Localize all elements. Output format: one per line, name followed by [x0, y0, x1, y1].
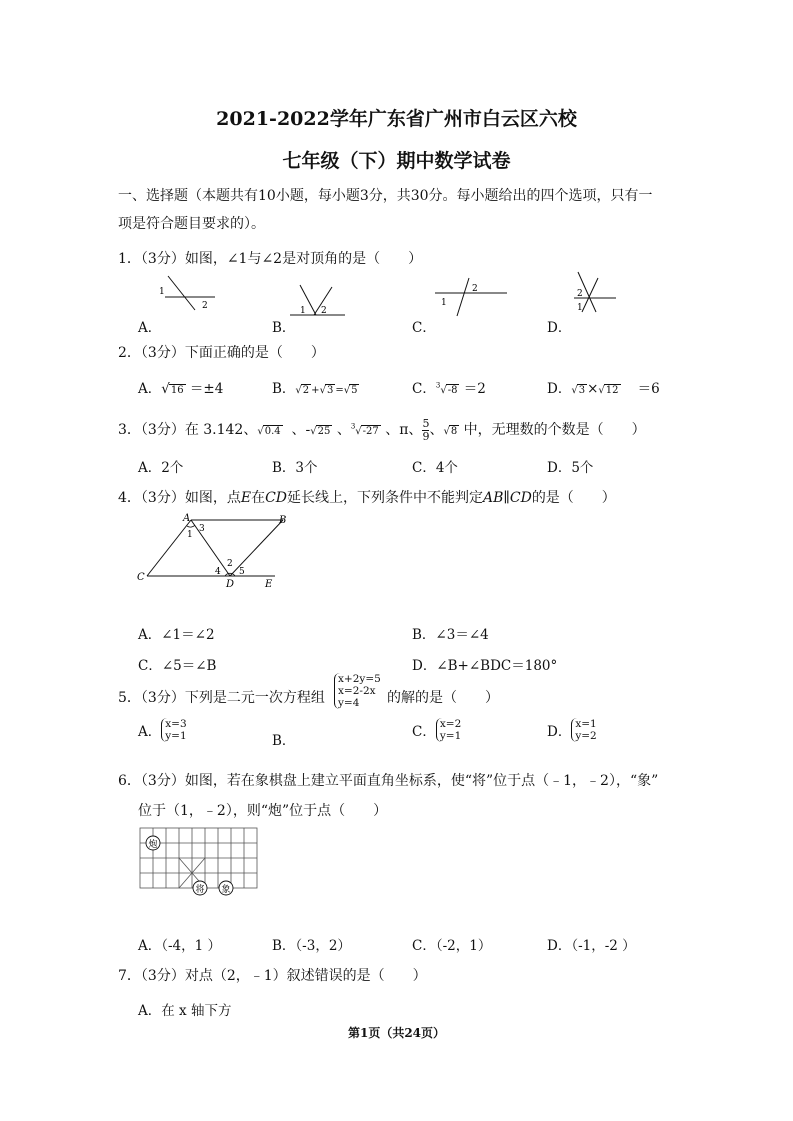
q1-figure-b	[290, 285, 345, 317]
svg-text:象: 象	[221, 885, 231, 895]
q2d-label: D．	[547, 381, 572, 397]
page-footer: 第1页（共24页）	[347, 1026, 446, 1040]
q2b-plus: +	[311, 385, 320, 396]
q3-sep-1: 、-	[291, 422, 311, 439]
q6-piece-jiang	[193, 881, 207, 895]
q7-option-a[interactable]: A．在 x 轴下方	[138, 1003, 232, 1019]
q4-stem-prefix: 4．（3分）如图，点	[118, 490, 241, 506]
q4-angle-3: 3	[199, 524, 205, 534]
q3-rad-3-index: 3	[350, 422, 356, 431]
q2b-rad-3: 5	[351, 385, 358, 396]
q1-stem: 1．（3分）如图，∠1与∠2是对顶角的是（ ）	[118, 251, 423, 267]
q2c-label: C．	[412, 381, 436, 397]
q1-figure-d	[568, 272, 618, 314]
q4-angle-5: 5	[239, 567, 245, 577]
q1c-num-2: 2	[472, 284, 478, 294]
q2a-rest: ＝±4	[189, 381, 224, 397]
q2a-label: A．	[138, 381, 162, 397]
q5-sys-eq-2: x=2-2x	[338, 685, 376, 698]
q3-sep-2: 、	[336, 422, 351, 439]
q5-option-d[interactable]	[547, 718, 597, 742]
q4-label-e: E	[265, 579, 273, 590]
q1d-num-2: 2	[577, 289, 583, 299]
q1a-num-2: 2	[202, 301, 208, 311]
q3-frac-den: 9	[422, 429, 430, 443]
q3-rad-1: 0.4	[264, 426, 281, 438]
q1b-num-2: 2	[321, 306, 327, 316]
q1d-num-1: 1	[577, 303, 583, 313]
q6-stem-line-1: 6．（3分）如图，若在象棋盘上建立平面直角坐标系，使“将”位于点（﹣1，﹣2），“象”	[118, 773, 659, 789]
q5d-system: x=1 y=2	[571, 718, 596, 742]
q2b-label: B．	[272, 381, 296, 397]
q1-option-c[interactable]: C．	[412, 320, 436, 336]
q4-option-a[interactable]: A．∠1＝∠2	[138, 627, 215, 643]
section-intro-line-2: 项是符合题目要求的）。	[118, 216, 265, 232]
q3-rad-4: 8	[450, 426, 458, 438]
q5a-label: A．	[138, 724, 162, 741]
q4-stem-mid-1: 在	[251, 490, 266, 506]
q5-sys-eq-3: y=4	[338, 697, 360, 710]
q3-option-d[interactable]: D．5个	[547, 460, 594, 476]
q2-stem: 2．（3分）下面正确的是（ ）	[118, 345, 325, 361]
q5d-label: D．	[547, 724, 572, 741]
q6-chessboard	[140, 828, 260, 895]
q3-sep-4: 、	[429, 422, 444, 439]
q4-stem-mid-2: 延长线上，下列条件中不能判定	[287, 490, 483, 506]
q3-option-c[interactable]: C．4个	[412, 460, 458, 476]
q1-option-a[interactable]: A．	[138, 320, 162, 336]
q1-figure-c	[435, 278, 507, 316]
q3-option-b[interactable]: B．3个	[272, 460, 318, 476]
q2a-radicand: 16	[170, 385, 184, 396]
q6-piece-pao	[146, 836, 160, 850]
q2b-rad-1: 2	[302, 385, 310, 396]
q1a-num-1: 1	[159, 287, 165, 297]
q1-figure-a	[155, 270, 215, 310]
q4-option-b[interactable]: B．∠3＝∠4	[412, 627, 489, 643]
q2c-radicand: -8	[447, 385, 458, 396]
q4-angle-4: 4	[215, 567, 221, 577]
q3-frac-num: 5	[422, 417, 430, 430]
q4-figure	[135, 512, 295, 592]
q5-stem-suffix: 的解的是（ ）	[387, 690, 499, 706]
q2c-index: 3	[435, 381, 441, 390]
q4-angle-1: 1	[187, 530, 193, 540]
q4-angle-2: 2	[227, 559, 233, 569]
q2-option-d[interactable]: D．√3 ×√12 ＝6	[547, 381, 660, 397]
q4-label-d: D	[226, 579, 235, 590]
q3-suffix: 中，无理数的个数是（ ）	[463, 422, 646, 439]
q2-option-a[interactable]: A．√16 ＝±4	[138, 381, 224, 397]
q3-sep-3: 、π、	[385, 422, 423, 439]
q3-stem: 3．（3分）在 3.142、√0.4 、-√25 、$^3$√-27 、π、 $\frac{5}{9}$ 、√8 中，无理数的个数是（ ）	[118, 417, 646, 443]
q5-option-a[interactable]	[138, 718, 187, 742]
q2-option-c[interactable]: C．$^3$√-8 ＝2	[412, 381, 486, 397]
q2c-rest: ＝2	[463, 381, 486, 397]
q5-option-c[interactable]	[412, 718, 461, 742]
q2d-rad-2: 12	[605, 385, 619, 396]
q1b-num-1: 1	[300, 306, 306, 316]
q5c-system: x=2 y=1	[436, 718, 461, 742]
q5a-system: x=3 y=1	[161, 718, 186, 742]
q2d-rest: ＝6	[637, 381, 660, 397]
q4-option-c[interactable]: C．∠5＝∠B	[138, 658, 217, 674]
q5-option-b[interactable]: B．	[272, 733, 296, 749]
section-intro-line-1: 一、选择题（本题共有10小题，每小题3分，共30分。每小题给出的四个选项，只有一	[118, 188, 653, 204]
q2b-eq: =	[335, 385, 344, 396]
q6-stem-line-2: 位于（1，﹣2），则“炮”位于点（ ）	[138, 803, 388, 819]
q4-label-a: A	[183, 513, 191, 524]
q1-option-b[interactable]: B．	[272, 320, 296, 336]
q3-option-a[interactable]: A．2个	[138, 460, 184, 476]
q6-option-c[interactable]: C．（-2，1）	[412, 938, 492, 954]
q2b-rad-2: 3	[326, 385, 334, 396]
svg-text:炮: 炮	[148, 840, 158, 850]
title-line-2: 七年级（下）期中数学试卷	[282, 150, 511, 172]
q5c-label: C．	[412, 724, 436, 741]
q2d-rad-1: 3	[578, 385, 586, 396]
q4-label-b: B	[279, 515, 287, 526]
q1-option-d[interactable]: D．	[547, 320, 572, 336]
q6-piece-xiang	[219, 881, 233, 895]
q2d-times: ×	[587, 381, 599, 397]
q4-label-c: C	[137, 572, 145, 583]
q6-option-a[interactable]: A．（-4，1 ）	[138, 938, 222, 954]
q3-rad-2: 25	[317, 426, 331, 438]
q3-rad-3: -27	[362, 426, 379, 438]
title-line-1: 2021-2022学年广东省广州市白云区六校	[216, 108, 577, 130]
q5-sys-eq-1: x+2y=5	[338, 673, 381, 685]
q6-option-d[interactable]: D．（-1，-2 ）	[547, 938, 636, 954]
q4-stem-suffix: 的是（ ）	[531, 490, 616, 506]
q3-prefix: 3．（3分）在 3.142、	[118, 422, 258, 439]
q4-option-d[interactable]: D．∠B+∠BDC＝180°	[412, 658, 558, 674]
svg-text:将: 将	[195, 885, 205, 895]
q7-stem: 7．（3分）对点（2，﹣1）叙述错误的是（ ）	[118, 968, 427, 984]
q4-parallel: AB∥CD	[483, 490, 532, 506]
q5-system	[334, 673, 381, 709]
q4-line-cd: CD	[265, 490, 287, 506]
q4-point-e: E	[240, 490, 252, 506]
q5-stem-prefix: 5．（3分）下列是二元一次方程组	[118, 690, 325, 706]
q1c-num-1: 1	[441, 298, 447, 308]
q2-option-b[interactable]: B．√2 +√3 =√5	[272, 381, 358, 397]
q4-stem	[118, 487, 616, 507]
q6-option-b[interactable]: B．（-3，2）	[272, 938, 351, 954]
